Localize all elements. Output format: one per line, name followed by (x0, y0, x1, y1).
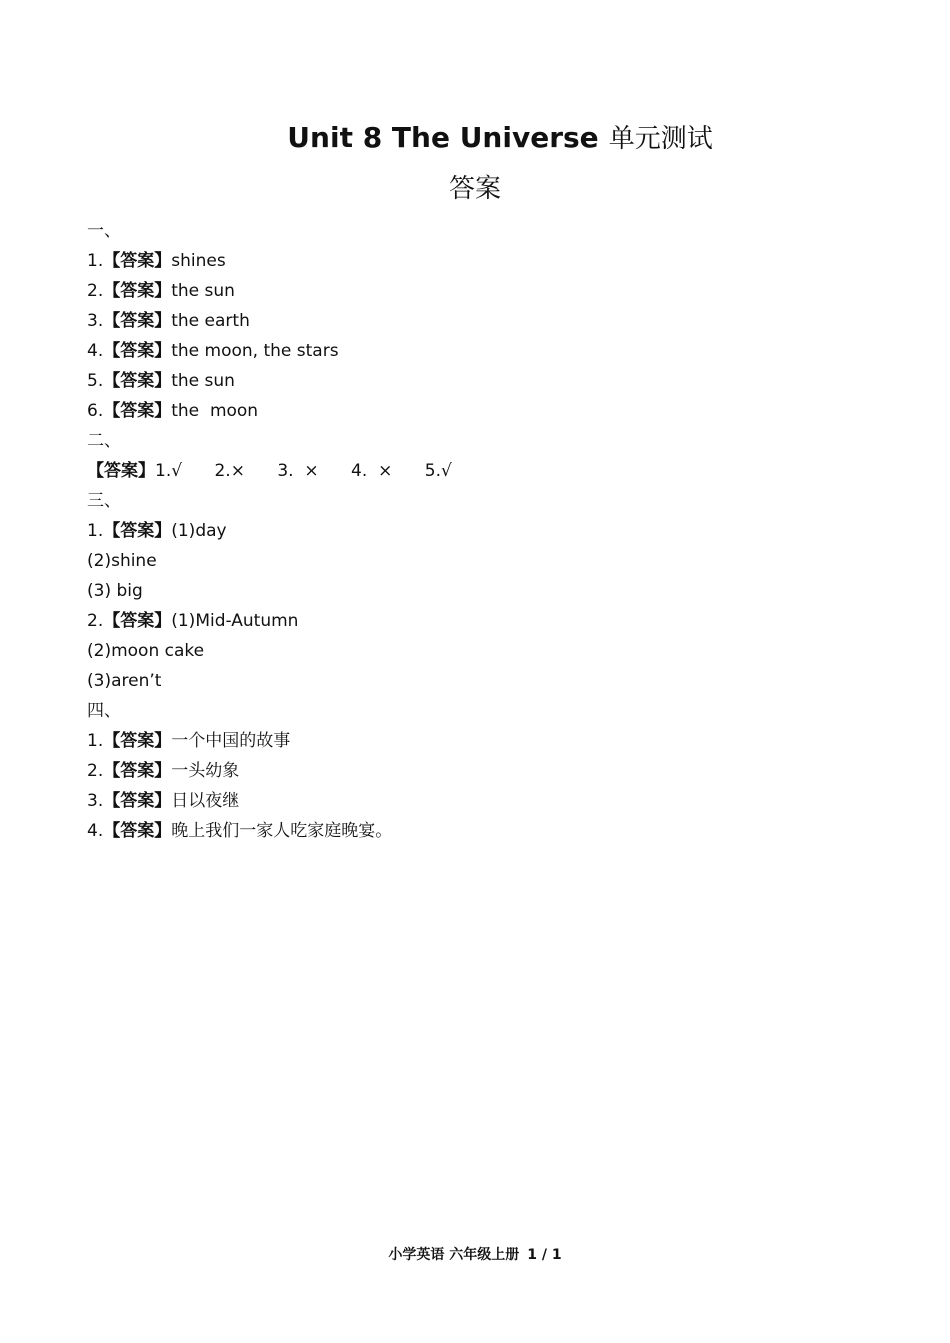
answer-line: 5.【答案】the sun (87, 371, 235, 391)
answer-line: 【答案】1.√ 2.× 3. × 4. × 5.√ (87, 461, 452, 481)
answer-line: 3.【答案】the earth (87, 311, 250, 331)
answer-line: 2.【答案】一头幼象 (87, 761, 240, 781)
answer-line: 3.【答案】日以夜继 (87, 791, 240, 811)
answer-line: 三、 (87, 491, 121, 511)
document-title (0, 118, 950, 155)
answer-line: 二、 (87, 431, 121, 451)
answer-line: 1.【答案】(1)day (87, 521, 227, 541)
page-footer (0, 1244, 950, 1264)
answer-line: 6.【答案】the moon (87, 401, 259, 421)
answer-line: 一、 (87, 221, 121, 241)
answer-line: 4.【答案】晚上我们一家人吃家庭晚宴。 (87, 821, 393, 841)
document-subtitle: 答案 (448, 174, 501, 204)
answer-line: 1.【答案】一个中国的故事 (87, 731, 291, 751)
answer-line: 2.【答案】the sun (87, 281, 235, 301)
answer-list (87, 216, 887, 846)
answer-line: (2)shine (87, 551, 157, 571)
page-number: 1 / 1 (527, 1247, 562, 1263)
answer-line: (2)moon cake (87, 641, 205, 661)
title-chinese: 单元测试 (608, 124, 713, 154)
answer-line: 四、 (87, 701, 121, 721)
answer-line: (3)aren’t (87, 671, 162, 691)
answer-line: 2.【答案】(1)Mid-Autumn (87, 611, 299, 631)
answer-line: 4.【答案】the moon, the stars (87, 341, 339, 361)
answer-line: (3) big (87, 581, 143, 601)
answer-line: 1.【答案】shines (87, 251, 226, 271)
footer-subject: 小学英语 六年级上册 (388, 1247, 520, 1263)
title-english: Unit 8 The Universe (287, 121, 599, 154)
